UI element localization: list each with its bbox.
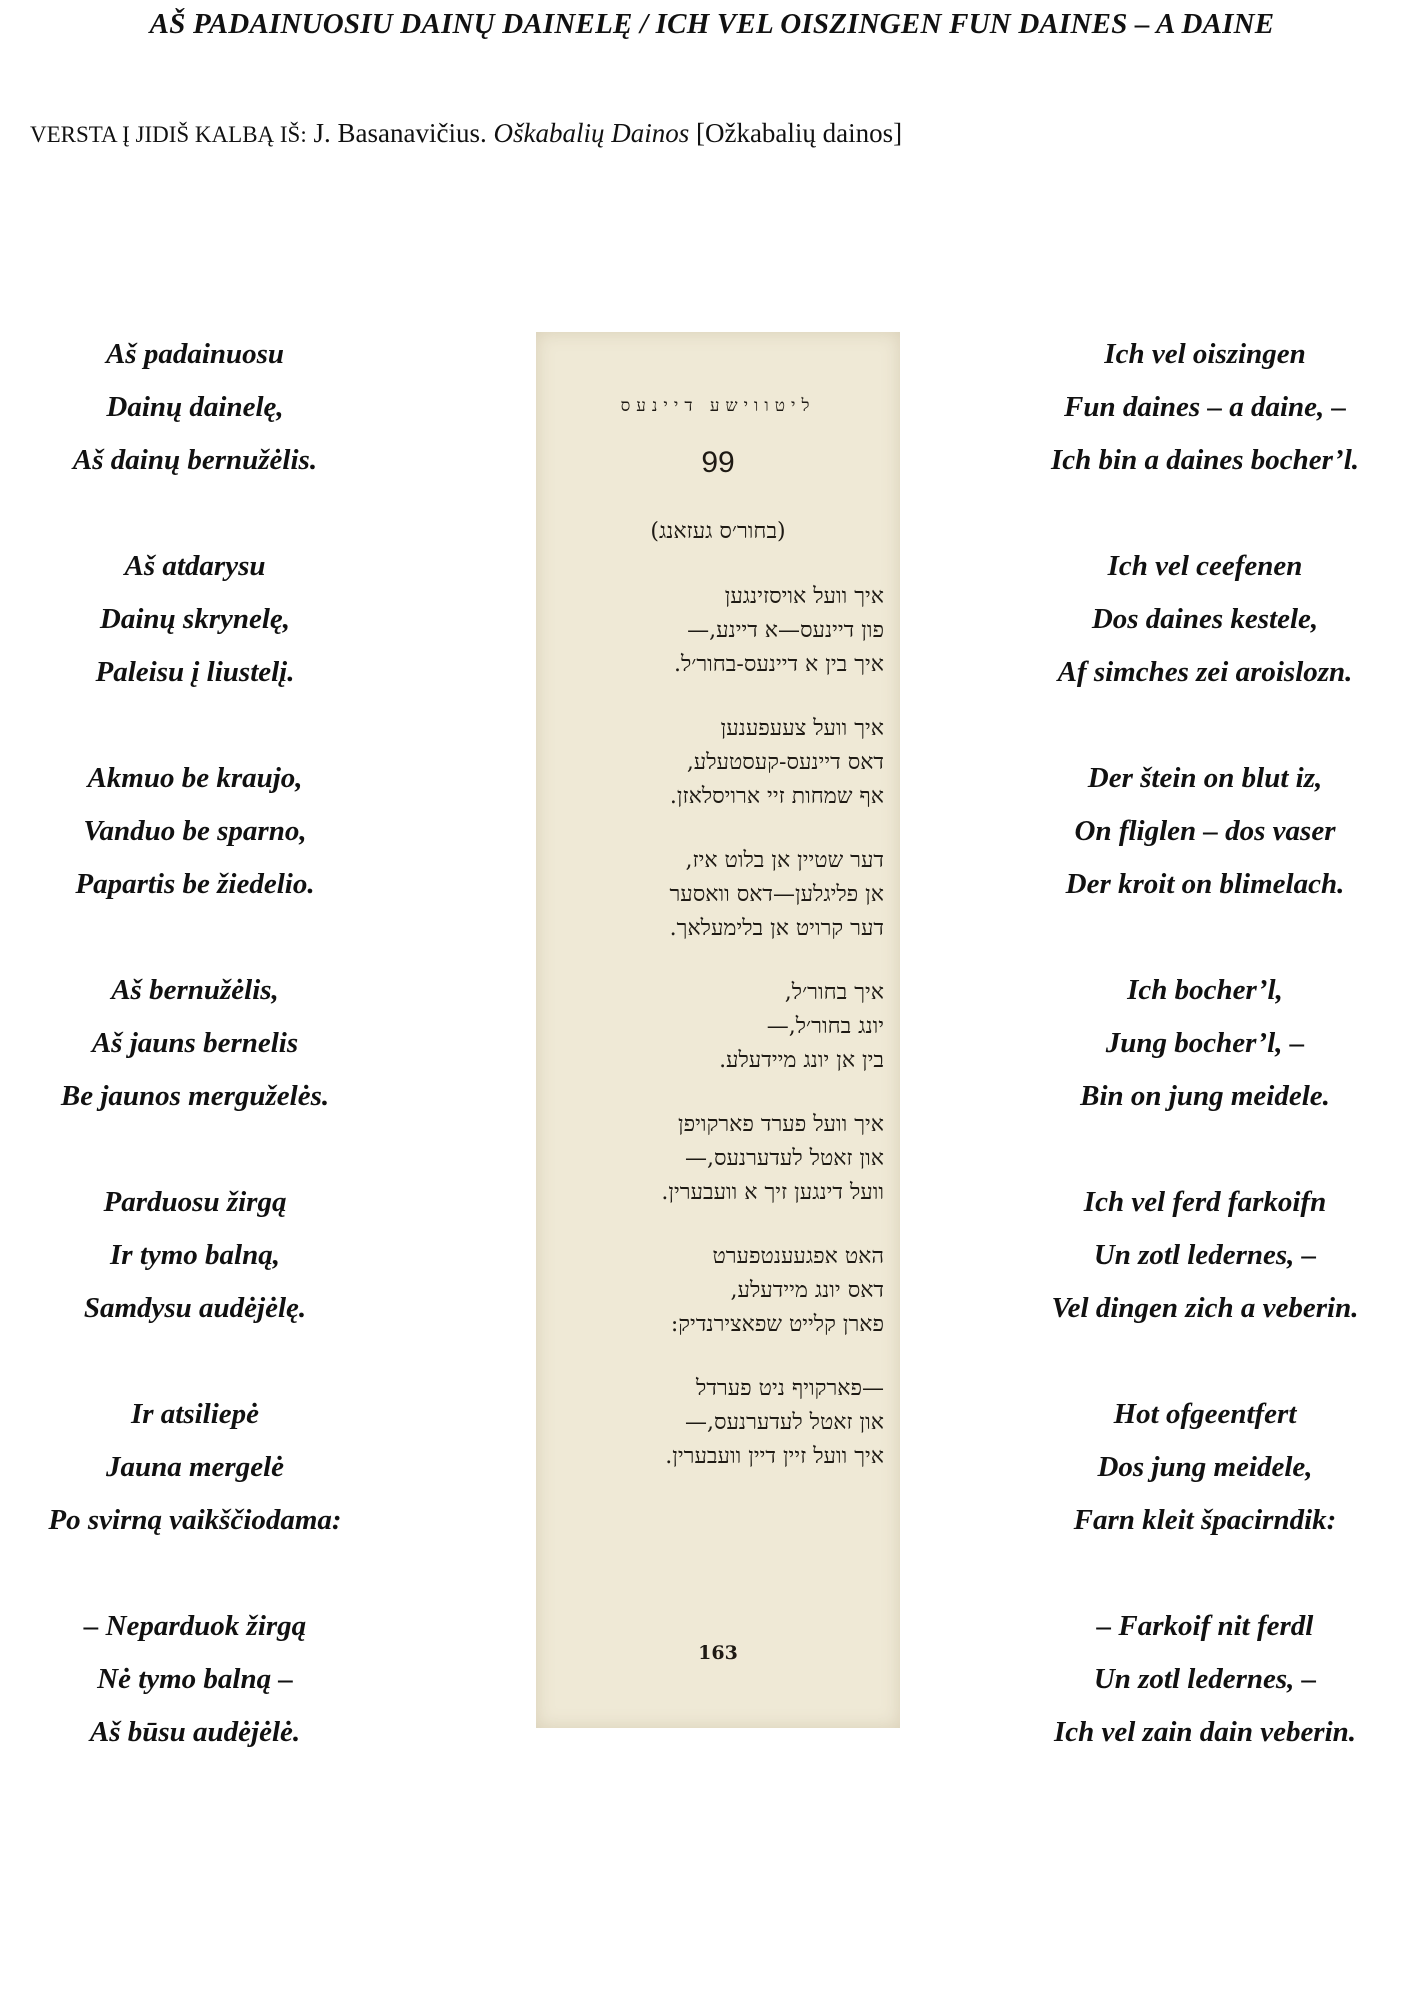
yiddish-line: איך וועל צעעפענען [720,716,884,741]
yiddish-line: איך וועל אויסזינגען [724,584,884,609]
lithuanian-stanza [0,328,390,487]
source-prefix: VERSTA Į JIDIŠ KALBĄ IŠ: [30,122,307,147]
verse-line: Po svirną vaikščiodama: [48,1504,342,1536]
scan-header: ליטווישע דיינעס [620,396,816,416]
yiddish-line: און זאטל לעדערנעס,— [684,1146,884,1171]
verse-line: Be jaunos merguželės. [60,1080,330,1112]
transliteration-stanza [1010,540,1400,699]
verse-line: Ich bin a daines bocher’l. [1050,444,1359,476]
verse-line: – Neparduok žirgą [83,1610,307,1642]
yiddish-line: דער שטיין אן בלוט איז, [685,848,884,873]
verse-line: Aš padainuosu [105,338,285,370]
yiddish-text [546,580,884,1504]
transliteration-stanza [1010,1388,1400,1547]
verse-line: Aš bernužėlis, [111,974,279,1006]
transliteration-stanza [1010,752,1400,911]
verse-line: Der kroit on blimelach. [1065,868,1345,900]
verse-line: – Farkoif nit ferdl [1096,1610,1314,1642]
verse-line: Af simches zei aroislozn. [1057,656,1353,688]
transliteration-stanza [1010,1600,1400,1759]
verse-line: Parduosu žirgą [103,1186,287,1218]
yiddish-line: בין אן יונג מיידעלע. [719,1048,884,1073]
verse-line: Samdysu audėjėlę. [83,1292,307,1324]
verse-line: Jung bocher’l, – [1105,1027,1305,1059]
yiddish-line: אף שמחות זיי ארויסלאזן. [669,784,884,809]
verse-line: Nė tymo balną – [97,1663,293,1695]
verse-line: Aš būsu audėjėlė. [89,1716,301,1748]
verse-line: Bin on jung meidele. [1080,1080,1330,1112]
yiddish-line: יונג בחור׳ל,— [766,1014,884,1039]
verse-line: Farn kleit špacirndik: [1073,1504,1337,1536]
yiddish-line: פארן קלייט שפאצירנדיק: [670,1312,884,1337]
yiddish-line: איך וועל פערד פארקויפן [678,1112,884,1137]
yiddish-line: אן פליגלען—דאס וואסער [669,882,884,907]
yiddish-line: וועל דינגען זיך א וועבערין. [661,1180,884,1205]
page-title: AŠ PADAINUOSIU DAINŲ DAINELĘ / ICH VEL OISZINGEN FUN DAINES – A DAINE [149,8,1275,40]
lithuanian-column [0,328,390,1812]
yiddish-line: איך בין א דיינעס-בחור׳ל. [673,652,884,677]
lithuanian-stanza [0,1176,390,1335]
yiddish-line: און זאטל לעדערנעס,— [684,1410,884,1435]
verse-line: Aš jauns bernelis [91,1027,299,1059]
verse-line: Dainų skrynelę, [99,603,291,635]
verse-line: Dainų dainelę, [106,391,284,423]
verse-line: Hot ofgeentfert [1113,1398,1297,1430]
transliteration-stanza [1010,1176,1400,1335]
yiddish-line: איך וועל זיין דיין וועבערין. [665,1444,884,1469]
transliteration-stanza [1010,964,1400,1123]
song-number: 99 [701,446,735,479]
yiddish-stanza [546,1240,884,1342]
verse-line: Fun daines – a daine, – [1064,391,1346,423]
source-author: J. Basanavičius. [313,118,487,148]
yiddish-line: דאס יונג מיידעלע, [730,1278,884,1303]
verse-line: On fliglen – dos vaser [1074,815,1336,847]
verse-line: Akmuo be kraujo, [87,762,303,794]
lithuanian-stanza [0,1600,390,1759]
verse-line: Jauna mergelė [105,1451,285,1483]
verse-line: Vanduo be sparno, [83,815,307,847]
verse-line: Ir tymo balną, [110,1239,280,1271]
yiddish-line: פון דיינעס—א דיינע,— [687,618,884,643]
lithuanian-stanza [0,964,390,1123]
lithuanian-stanza [0,1388,390,1547]
verse-line: Aš atdarysu [124,550,266,582]
verse-line: Ich vel oiszingen [1104,338,1306,370]
verse-line: Ich vel ceefenen [1107,550,1303,582]
yiddish-line: איך בחור׳ל, [784,980,884,1005]
verse-line: Ir atsiliepė [130,1398,260,1430]
source-book-title: Oškabalių Dainos [493,118,690,148]
transliteration-column [1010,328,1400,1812]
verse-line: Un zotl ledernes, – [1093,1239,1317,1271]
verse-line: Aš dainų bernužėlis. [72,444,318,476]
verse-line: Dos daines kestele, [1091,603,1319,635]
yiddish-stanza [546,712,884,814]
verse-line: Ich bocher’l, [1127,974,1283,1006]
verse-line: Paleisu į liustelį. [95,656,295,688]
verse-line: Dos jung meidele, [1097,1451,1313,1483]
yiddish-stanza [546,1108,884,1210]
yiddish-line: האט אפגעענטפערט [712,1244,884,1269]
yiddish-line: דאס דיינעס-קעסטעלע, [686,750,884,775]
song-subtitle: (בחור׳ס געזאנג) [650,519,786,544]
source-citation [30,118,902,149]
yiddish-stanza [546,976,884,1078]
verse-line: Der štein on blut iz, [1087,762,1323,794]
yiddish-line: דער קרויט אן בלימעלאך. [669,916,884,941]
lithuanian-stanza [0,540,390,699]
scan-page-number: 163 [698,1642,738,1664]
verse-line: Papartis be žiedelio. [75,868,315,900]
yiddish-line: —פארקויף ניט פערדל [696,1376,884,1401]
transliteration-stanza [1010,328,1400,487]
verse-line: Vel dingen zich a veberin. [1051,1292,1359,1324]
verse-line: Un zotl ledernes, – [1093,1663,1317,1695]
yiddish-stanza [546,844,884,946]
verse-line: Ich vel ferd farkoifn [1083,1186,1327,1218]
source-note: [Ožkabalių dainos] [695,118,903,148]
yiddish-stanza [546,580,884,682]
yiddish-scan-page [536,332,900,1728]
verse-line: Ich vel zain dain veberin. [1053,1716,1357,1748]
lithuanian-stanza [0,752,390,911]
yiddish-stanza [546,1372,884,1474]
